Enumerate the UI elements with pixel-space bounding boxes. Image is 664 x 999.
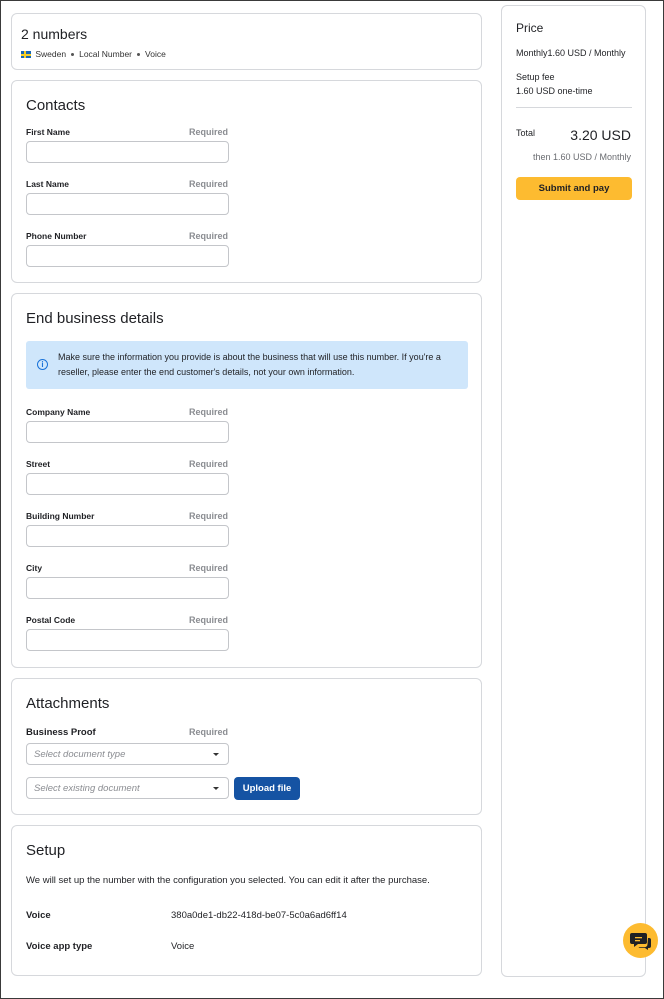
postal-code-label: Postal Code bbox=[26, 615, 76, 625]
chat-launcher-button[interactable] bbox=[623, 923, 658, 958]
postal-code-required: Required bbox=[188, 615, 228, 625]
numbers-count-title: 2 numbers bbox=[21, 26, 88, 42]
attachments-card bbox=[11, 678, 482, 815]
first-name-input[interactable] bbox=[26, 141, 229, 163]
setup-fee-value: 1.60 USD one-time bbox=[516, 86, 593, 96]
chat-bubbles-icon bbox=[623, 923, 658, 958]
document-type-placeholder: Select document type bbox=[34, 749, 126, 760]
document-type-select[interactable] bbox=[26, 743, 229, 765]
phone-number-required: Required bbox=[188, 231, 228, 241]
country-label: Sweden bbox=[35, 49, 67, 59]
business-proof-required: Required bbox=[188, 727, 228, 737]
reseller-notice bbox=[26, 341, 468, 389]
existing-document-placeholder: Select existing document bbox=[34, 783, 140, 794]
first-name-required: Required bbox=[188, 127, 228, 137]
voice-value: 380a0de1-db22-418d-be07-5c0a6ad6ff14 bbox=[171, 910, 347, 921]
info-icon: i bbox=[37, 359, 48, 370]
price-divider bbox=[516, 107, 632, 108]
business-details-title: End business details bbox=[26, 310, 164, 327]
setup-fee-label: Setup fee bbox=[516, 72, 555, 82]
city-input[interactable] bbox=[26, 577, 229, 599]
upload-file-button[interactable]: Upload file bbox=[234, 777, 300, 800]
street-input[interactable] bbox=[26, 473, 229, 495]
setup-card bbox=[11, 825, 482, 976]
building-number-label: Building Number bbox=[26, 511, 95, 521]
city-label: City bbox=[26, 563, 43, 573]
last-name-input[interactable] bbox=[26, 193, 229, 215]
summary-card bbox=[11, 13, 482, 70]
business-proof-label: Business Proof bbox=[26, 727, 96, 738]
existing-document-select[interactable] bbox=[26, 777, 229, 799]
monthly-price: Monthly1.60 USD / Monthly bbox=[516, 48, 626, 58]
first-name-label: First Name bbox=[26, 127, 70, 137]
reseller-notice-text: Make sure the information you provide is about the business that will use this number. If you're a reseller, please enter the end customer's details, not your own information. bbox=[58, 352, 441, 377]
submit-and-pay-button[interactable]: Submit and pay bbox=[516, 177, 632, 200]
business-details-card bbox=[11, 293, 482, 668]
city-required: Required bbox=[188, 563, 228, 573]
recurring-price: then 1.60 USD / Monthly bbox=[532, 152, 631, 162]
phone-number-input[interactable] bbox=[26, 245, 229, 267]
capability-label: Voice bbox=[145, 49, 166, 59]
company-name-required: Required bbox=[188, 407, 228, 417]
price-panel bbox=[501, 5, 646, 977]
voice-app-type-value: Voice bbox=[171, 941, 195, 952]
chevron-down-icon bbox=[213, 787, 219, 790]
number-meta bbox=[21, 49, 166, 59]
total-value: 3.20 USD bbox=[570, 127, 631, 143]
sweden-flag-icon bbox=[21, 51, 31, 58]
total-label: Total bbox=[516, 128, 536, 138]
price-title: Price bbox=[516, 21, 544, 35]
attachments-title: Attachments bbox=[26, 695, 110, 712]
phone-number-label: Phone Number bbox=[26, 231, 87, 241]
street-required: Required bbox=[188, 459, 228, 469]
building-number-input[interactable] bbox=[26, 525, 229, 547]
company-name-label: Company Name bbox=[26, 407, 91, 417]
voice-app-type-label: Voice app type bbox=[26, 941, 93, 952]
last-name-required: Required bbox=[188, 179, 228, 189]
contacts-title: Contacts bbox=[26, 97, 86, 114]
setup-title: Setup bbox=[26, 842, 66, 859]
contacts-card bbox=[11, 80, 482, 283]
postal-code-input[interactable] bbox=[26, 629, 229, 651]
setup-description: We will set up the number with the configuration you selected. You can edit it after the purchase. bbox=[26, 875, 430, 886]
number-type-label: Local Number bbox=[79, 49, 133, 59]
building-number-required: Required bbox=[188, 511, 228, 521]
company-name-input[interactable] bbox=[26, 421, 229, 443]
voice-label: Voice bbox=[26, 910, 51, 921]
street-label: Street bbox=[26, 459, 51, 469]
last-name-label: Last Name bbox=[26, 179, 69, 189]
chevron-down-icon bbox=[213, 753, 219, 756]
